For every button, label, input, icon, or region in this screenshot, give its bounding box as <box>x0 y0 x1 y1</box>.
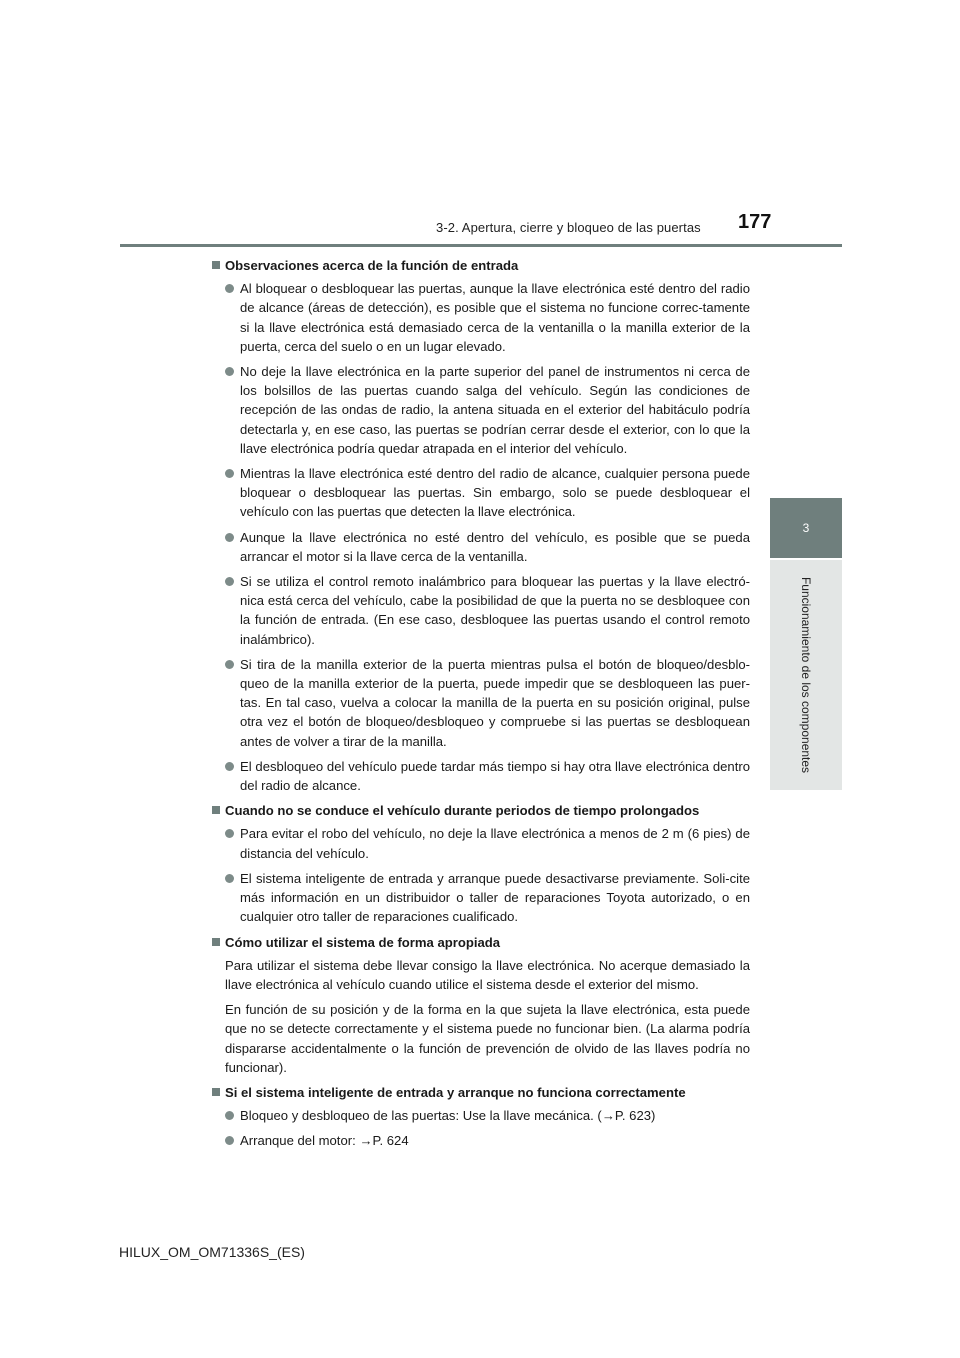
list-item: Para evitar el robo del vehículo, no deje la llave electrónica a menos de 2 m (6 pies) de distancia del vehículo. <box>212 824 750 862</box>
list-item: El desbloqueo del vehículo puede tardar más tiempo si hay otra llave electrónica dentro del radio de alcance. <box>212 757 750 795</box>
list-item: Si se utiliza el control remoto inalámbrico para bloquear las puertas y la llave electró-nica está cerca del vehículo, cabe la posibilidad de que la puerta no se desbloquee con la función de entrada. (En ese caso, desbloquee las puertas usando el control remoto inalámbrico). <box>212 572 750 649</box>
page-number: 177 <box>738 211 772 233</box>
round-bullet-icon <box>225 367 234 376</box>
list-item: Si tira de la manilla exterior de la puerta mientras pulsa el botón de bloqueo/desblo-queo de la manilla exterior de la puerta, puede impedir que se desbloqueen las puer-tas. En tal caso, vuelva a colocar la manilla de la puerta en su posición original, pulse otra vez el botón de bloqueo/desbloqueo y compruebe si las puertas se desbloquean antes de volver a tirar de la manilla. <box>212 655 750 751</box>
round-bullet-icon <box>225 533 234 542</box>
page-content <box>212 256 750 1157</box>
list-item: No deje la llave electrónica en la parte superior del panel de instrumentos ni cerca de los bolsillos de las puertas cuando salga del vehículo. Según las condiciones de recepción de las ondas de radio, la antena situada en el exterior del habitáculo podría detectarla y, en ese caso, las puertas se podrían cerrar desde el exterior, con lo que la llave electrónica podría quedar atrapada en el interior del vehículo. <box>212 362 750 458</box>
round-bullet-icon <box>225 577 234 586</box>
round-bullet-icon <box>225 874 234 883</box>
square-bullet-icon <box>212 261 220 269</box>
section-proper-use <box>212 933 750 1077</box>
section-long-term-parking <box>212 801 750 926</box>
list-item: Bloqueo y desbloqueo de las puertas: Use la llave mecánica. (→P. 623) <box>212 1106 750 1125</box>
section-title: Cómo utilizar el sistema de forma apropiada <box>212 933 750 952</box>
running-header: 3-2. Apertura, cierre y bloqueo de las puertas <box>436 220 701 235</box>
chapter-tab-number: 3 <box>770 498 842 558</box>
round-bullet-icon <box>225 762 234 771</box>
square-bullet-icon <box>212 938 220 946</box>
square-bullet-icon <box>212 1088 220 1096</box>
section-entry-function <box>212 256 750 795</box>
section-title: Si el sistema inteligente de entrada y arranque no funciona correctamente <box>212 1083 750 1102</box>
header-rule <box>120 244 842 247</box>
round-bullet-icon <box>225 660 234 669</box>
round-bullet-icon <box>225 829 234 838</box>
square-bullet-icon <box>212 806 220 814</box>
paragraph: En función de su posición y de la forma en la que sujeta la llave electrónica, esta puede que no se detecte correctamente y el sistema puede no funcionar bien. (La alarma podría dispararse accidentalmente o la función de prevención de olvido de las llaves podría no funcionar). <box>225 1002 750 1075</box>
round-bullet-icon <box>225 1136 234 1145</box>
list-item: Aunque la llave electrónica no esté dentro del vehículo, es posible que se pueda arrancar el motor si la llave cerca de la ventanilla. <box>212 528 750 566</box>
list-item: Mientras la llave electrónica esté dentro del radio de alcance, cualquier persona puede bloquear o desbloquear las puertas. Sin embargo, solo se puede desbloquear el vehículo con las puertas que detecten la llave electrónica. <box>212 464 750 522</box>
footer-code: HILUX_OM_OM71336S_(ES) <box>119 1244 305 1260</box>
section-title: Cuando no se conduce el vehículo durante periodos de tiempo prolongados <box>212 801 750 820</box>
round-bullet-icon <box>225 284 234 293</box>
list-item: Arranque del motor: →P. 624 <box>212 1131 750 1150</box>
round-bullet-icon <box>225 469 234 478</box>
paragraph: Para utilizar el sistema debe llevar consigo la llave electrónica. No acerque demasiado la llave electrónica al vehículo cuando utilice el sistema desde el exterior del mismo. <box>225 957 750 992</box>
section-malfunction <box>212 1083 750 1151</box>
chapter-tab-label: Funcionamiento de los componentes <box>799 576 813 774</box>
round-bullet-icon <box>225 1111 234 1120</box>
list-item: Al bloquear o desbloquear las puertas, aunque la llave electrónica esté dentro del radio de alcance (áreas de detección), es posible que el sistema no funcione correc-tamente si la llave electrónica está demasiado cerca de la ventanilla o la manilla exterior de la puerta, cerca del suelo o en un lugar elevado. <box>212 279 750 356</box>
list-item: El sistema inteligente de entrada y arranque puede desactivarse previamente. Soli-cite más información en un distribuidor o taller de reparaciones Toyota autorizado, o en cualquier otro taller de reparaciones cualificado. <box>212 869 750 927</box>
section-title: Observaciones acerca de la función de entrada <box>212 256 750 275</box>
